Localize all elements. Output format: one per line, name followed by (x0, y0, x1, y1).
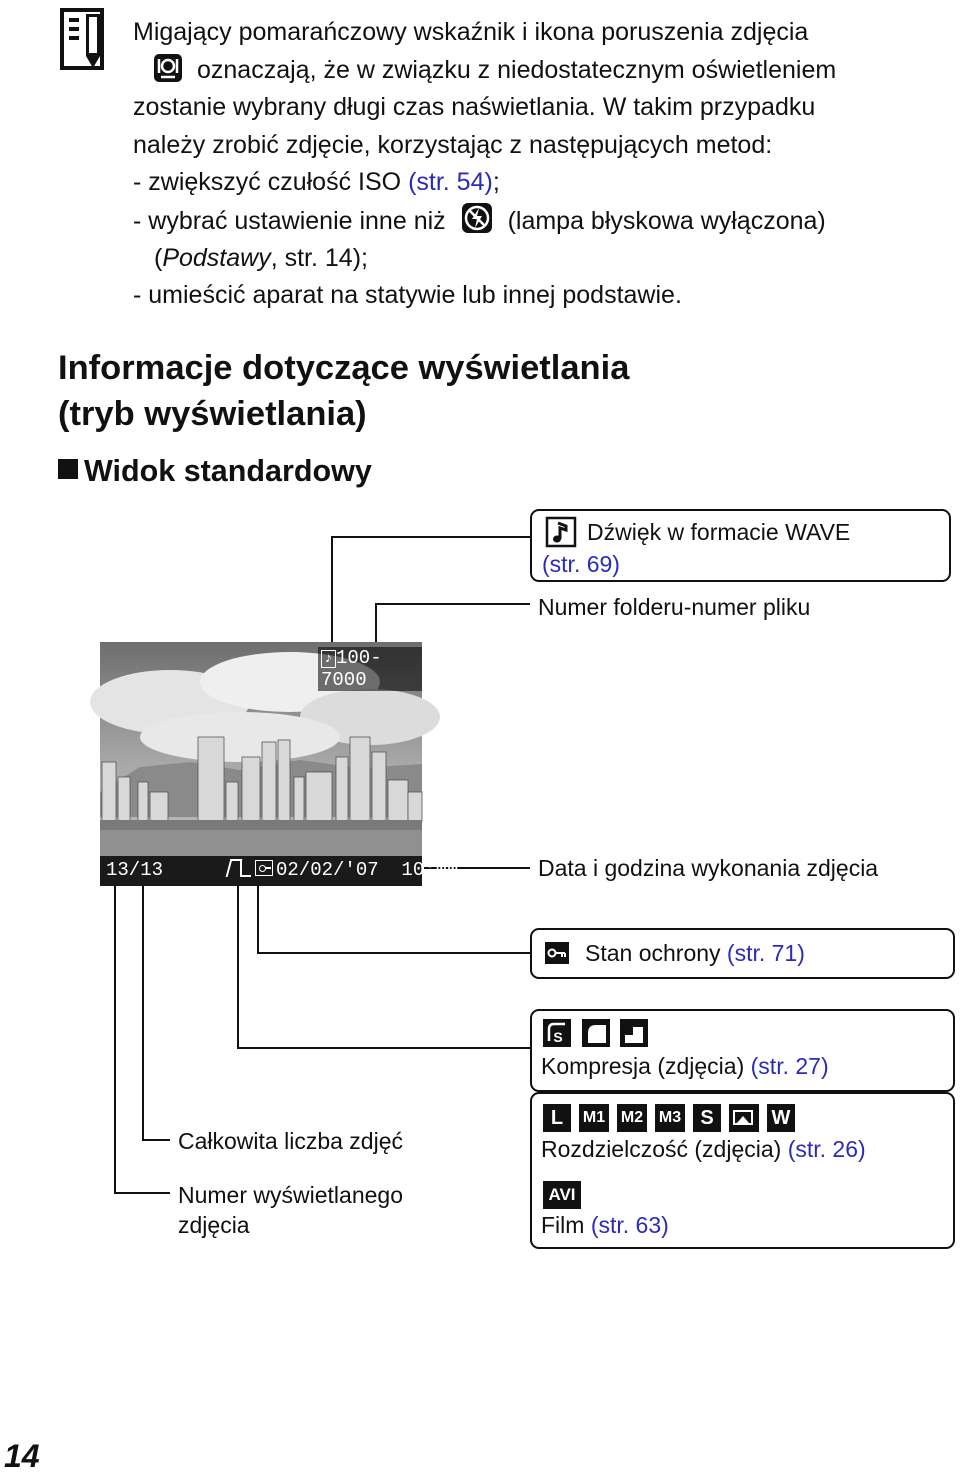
method-flash-rest: (lampa błyskowa wyłączona) (507, 206, 826, 235)
osd-file-number: 100-7000 (321, 647, 382, 691)
resolution-l-icon: L (543, 1104, 571, 1132)
compression-page-link[interactable]: (str. 27) (750, 1053, 829, 1079)
wave-sound-icon (546, 517, 576, 547)
film-page-link[interactable]: (str. 63) (590, 1212, 669, 1238)
resolution-s-icon: S (693, 1104, 721, 1132)
iso-page-link[interactable]: (str. 54) (408, 168, 493, 197)
folder-file-label: Numer folderu-numer pliku (538, 594, 811, 620)
fine-icon (582, 1019, 610, 1047)
osd-top-info (318, 647, 422, 691)
superfine-icon (543, 1019, 571, 1047)
osd-icons (228, 859, 273, 881)
normal-icon (620, 1019, 648, 1047)
method-iso-end: ; (492, 168, 500, 197)
compression-label-text: Kompresja (zdjęcia) (541, 1053, 751, 1079)
protect-page-link[interactable]: (str. 71) (726, 940, 805, 966)
resolution-label-text: Rozdzielczość (zdjęcia) (541, 1136, 788, 1162)
postcard-icon (729, 1104, 759, 1132)
compression-label (541, 1053, 829, 1080)
leader-compression (238, 880, 530, 1048)
leader-total (143, 880, 170, 1140)
note-line-2-text: oznaczają, że w związku z niedostatecznym oświetleniem (197, 55, 837, 84)
current-image-line-2: zdjęcia (178, 1212, 250, 1238)
page-number: 14 (4, 1438, 40, 1474)
protect-key-icon (545, 942, 569, 964)
heading-line-2: (tryb wyświetlania) (58, 395, 367, 433)
resolution-m2-icon: M2 (617, 1104, 647, 1132)
film-label (541, 1212, 669, 1239)
resolution-w-icon: W (767, 1104, 795, 1132)
protect-label-text: Stan ochrony (585, 940, 727, 966)
current-image-line-1: Numer wyświetlanego (178, 1182, 403, 1208)
osd-resolution-icon (240, 860, 251, 877)
resolution-icons (543, 1104, 795, 1134)
osd-counter: 13/13 (106, 859, 164, 881)
wave-page-link[interactable]: (str. 69) (542, 551, 620, 577)
heading-line-1: Informacje dotyczące wyświetlania (58, 349, 630, 387)
method-flash-ref-open: ( (154, 243, 163, 272)
total-images-label: Całkowita liczba zdjęć (178, 1128, 403, 1154)
osd-sound-icon: ♪ (321, 650, 336, 668)
film-label-text: Film (541, 1212, 591, 1238)
protect-callout (530, 928, 955, 979)
method-tripod: - umieścić aparat na statywie lub innej podstawie. (133, 281, 682, 310)
leader-wave (332, 537, 530, 650)
note-line-3: zostanie wybrany długi czas naświetlania. W takim przypadku (133, 93, 816, 122)
date-time-label: Data i godzina wykonania zdjęcia (538, 855, 879, 881)
resolution-page-link[interactable]: (str. 26) (787, 1136, 866, 1162)
osd-datetime: 02/02/'07 10:00 (276, 859, 459, 881)
resolution-label (541, 1136, 866, 1163)
movie-avi-icon: AVI (543, 1181, 581, 1209)
note-line-1: Migający pomarańczowy wskaźnik i ikona poruszenia zdjęcia (133, 18, 809, 46)
method-flash-ref-rest: , str. 14); (270, 243, 368, 272)
method-flash-text: - wybrać ustawienie inne niż (133, 206, 446, 235)
method-iso-text: - zwiększyć czułość ISO (133, 168, 409, 197)
wave-label: Dźwięk w formacie WAVE (587, 519, 851, 545)
resolution-m3-icon: M3 (655, 1104, 685, 1132)
resolution-m1-icon: M1 (579, 1104, 609, 1132)
protect-label (585, 940, 805, 967)
wave-callout (530, 509, 951, 582)
playback-screen (100, 642, 459, 886)
osd-protect-icon (255, 860, 273, 876)
basic-guide-title: Podstawy (162, 243, 271, 272)
leader-protect (258, 880, 530, 953)
subheading-text: Widok standardowy (84, 454, 372, 488)
compression-callout (530, 1009, 955, 1092)
resolution-film-callout (530, 1092, 955, 1249)
note-line-4: należy zrobić zdjęcie, korzystając z następujących metod: (133, 130, 773, 159)
current-image-label (178, 1180, 403, 1240)
svg-text:S: S (553, 1029, 563, 1045)
